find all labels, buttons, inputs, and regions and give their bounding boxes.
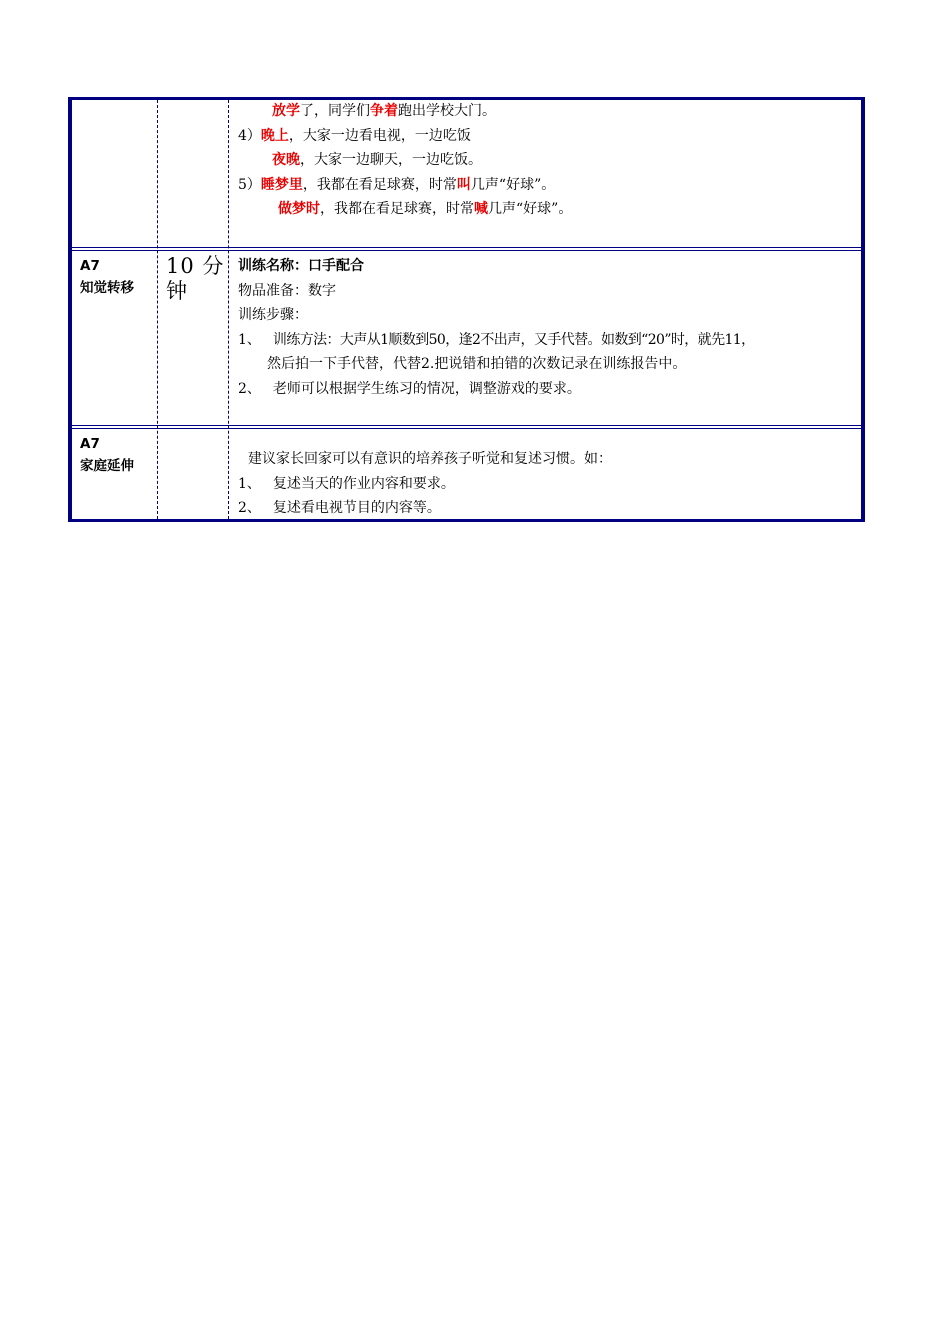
example-text: 几声“好球”。 [488,201,573,217]
example-text: ，大家一边聊天，一边吃饭。 [300,152,482,168]
emphasis-word: 晚上 [260,127,289,144]
emphasis-word: 喊 [474,201,488,217]
home-item-1 [238,472,858,497]
example-line-1 [238,99,858,124]
materials: 物品准备：数字 [238,282,336,299]
example-line-5 [238,197,858,222]
row1-content [238,99,858,222]
lesson-table [68,97,865,522]
example-line-3 [238,148,858,173]
row2-time [166,254,224,304]
step-2-text: 老师可以根据学生练习的情况，调整游戏的要求。 [272,380,581,397]
example-text: 4） [238,127,261,144]
emphasis-word: 做梦时 [278,201,320,217]
home-item-2 [238,496,858,521]
column-divider-1 [157,100,158,519]
emphasis-word: 放学 [272,103,300,119]
table-border-right [861,97,865,522]
row2-label [80,255,134,299]
home-item-1-num: 1、 [238,475,261,492]
step-2-num: 2、 [238,380,261,397]
emphasis-word: 叫 [456,176,471,193]
row2-time-line1: 10 分 [166,254,225,278]
row3-code: A7 [80,436,100,452]
row2-name: 知觉转移 [80,280,134,296]
home-item-2-text: 复述看电视节目的内容等。 [272,500,441,516]
example-line-2 [238,124,858,149]
steps-label: 训练步骤： [238,307,308,323]
example-text: 了，同学们 [300,103,370,119]
step-1 [238,328,858,353]
column-divider-2 [228,100,229,519]
row3-name: 家庭延伸 [80,458,134,474]
row2-code: A7 [80,258,100,274]
step-1-num: 1、 [238,331,261,348]
emphasis-word: 争着 [370,103,398,119]
training-title: 训练名称：口手配合 [238,258,364,274]
example-text: 5） [238,176,261,193]
row-divider-2 [72,425,861,429]
row3-label [80,433,134,477]
example-text: 跑出学校大门。 [398,103,496,119]
row2-time-line2: 钟 [166,279,188,303]
row-divider-1 [72,247,861,251]
example-line-4 [238,173,858,198]
row2-content [238,254,858,401]
example-text: ，我都在看足球赛，时常 [320,201,474,217]
home-intro: 建议家长回家可以有意识的培养孩子听觉和复述习惯。如： [248,451,612,467]
emphasis-word: 夜晚 [272,152,300,168]
emphasis-word: 睡梦里 [260,176,303,193]
example-text: ，我都在看足球赛，时常 [302,176,457,193]
home-item-1-text: 复述当天的作业内容和要求。 [272,475,455,492]
step-2 [238,377,858,402]
example-text: ，大家一边看电视，一边吃饭 [288,127,471,144]
table-border-left [68,97,72,522]
example-text: 几声“好球”。 [470,176,556,193]
home-item-2-num: 2、 [238,500,261,516]
row3-content [238,447,858,521]
step-1-line1: 训练方法：大声从1顺数到50，逢2不出声，又手代替。如数到“20”时，就先11， [272,331,755,348]
step-1-cont: 然后拍一下手代替，代替2.把说错和拍错的次数记录在训练报告中。 [267,356,687,372]
